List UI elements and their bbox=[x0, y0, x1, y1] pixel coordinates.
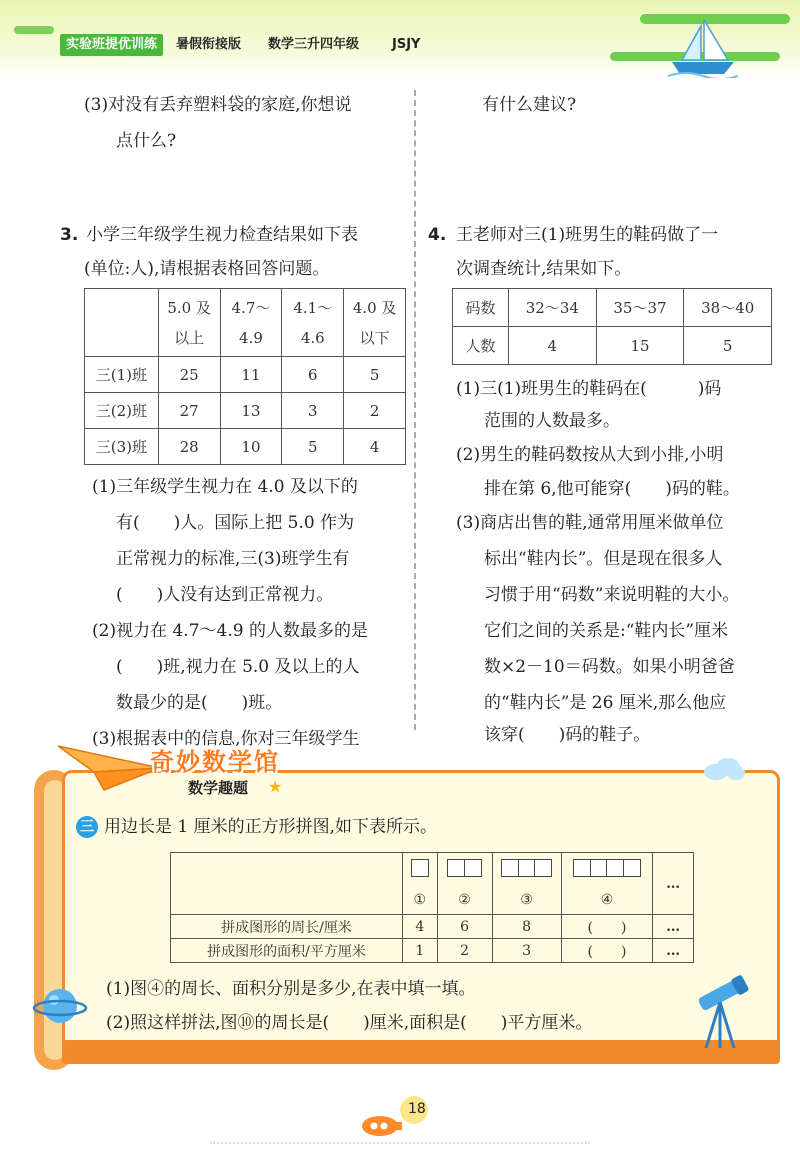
figure-3-shape bbox=[492, 853, 561, 887]
table-cell: 2 bbox=[437, 939, 492, 963]
table-cell: 3 bbox=[492, 939, 561, 963]
fun-sub-question-2: (2)照这样拼法,图⑩的周长是( )厘米,面积是( )平方厘米。 bbox=[106, 1013, 593, 1033]
question-3-number: 3. bbox=[60, 225, 79, 245]
question-3-sub1: (1)三年级学生视力在 4.0 及以下的 bbox=[92, 477, 358, 497]
table-cell: ( ) bbox=[561, 915, 653, 939]
table-header-cell: 人数 bbox=[453, 327, 509, 365]
table-row bbox=[85, 429, 406, 465]
question-4-text: 王老师对三(1)班男生的鞋码做了一 bbox=[456, 225, 719, 245]
table-cell: 25 bbox=[158, 357, 220, 393]
ellipsis-cell: … bbox=[653, 915, 694, 939]
question-4-sub2: (2)男生的鞋码数按从大到小排,小明 bbox=[456, 445, 724, 465]
table-header-cell: 35～37 bbox=[596, 289, 684, 327]
table-cell: 15 bbox=[596, 327, 684, 365]
fun-problem-intro: 用边长是 1 厘米的正方形拼图,如下表所示。 bbox=[104, 817, 438, 837]
publisher-label: JSJY bbox=[392, 37, 421, 52]
table-cell: 28 bbox=[158, 429, 220, 465]
question-4-text: 次调查统计,结果如下。 bbox=[456, 259, 632, 279]
table-header-cell: 码数 bbox=[453, 289, 509, 327]
paper-plane-icon bbox=[54, 738, 164, 798]
table-row bbox=[171, 853, 694, 887]
telescope-icon bbox=[690, 974, 754, 1054]
table-cell: 5 bbox=[282, 429, 344, 465]
page-number: 18 bbox=[408, 1101, 426, 1117]
fun-sub-question-1: (1)图④的周长、面积分别是多少,在表中填一填。 bbox=[106, 979, 476, 999]
table-corner-cell bbox=[171, 853, 403, 915]
table-cell: 13 bbox=[220, 393, 282, 429]
ellipsis-cell: … bbox=[653, 853, 694, 915]
figure-label: ① bbox=[402, 887, 437, 915]
table-cell: 8 bbox=[492, 915, 561, 939]
header-decoration-stripe bbox=[14, 26, 54, 34]
table-header-cell: 5.0 及 以上 bbox=[158, 289, 220, 357]
submarine-icon bbox=[360, 1110, 404, 1138]
question-4-sub3: 标出“鞋内长”。但是现在很多人 bbox=[484, 549, 723, 569]
table-cell: 5 bbox=[684, 327, 772, 365]
grade-label: 数学三升四年级 bbox=[268, 37, 360, 52]
table-header-cell: 4.0 及 以下 bbox=[344, 289, 406, 357]
figure-label: ④ bbox=[561, 887, 653, 915]
table-header-cell: 38～40 bbox=[684, 289, 772, 327]
question-4-sub2: 排在第 6,他可能穿( )码的鞋。 bbox=[484, 479, 740, 499]
vision-table bbox=[84, 288, 406, 465]
table-row bbox=[171, 939, 694, 963]
question-4-sub3: 它们之间的关系是:“鞋内长”厘米 bbox=[484, 621, 729, 641]
square-pattern-table bbox=[170, 852, 694, 963]
table-row bbox=[85, 289, 406, 357]
table-cell: 4 bbox=[509, 327, 597, 365]
question-4-sub3: 的“鞋内长”是 26 厘米,那么他应 bbox=[484, 693, 727, 713]
table-row bbox=[453, 289, 772, 327]
star-icon: ★ bbox=[268, 777, 283, 796]
question-4-sub3: 数×2－10＝码数。如果小明爸爸 bbox=[484, 657, 735, 677]
table-cell: 6 bbox=[437, 915, 492, 939]
table-header-cell: 4.7～ 4.9 bbox=[220, 289, 282, 357]
prev-question-line: 点什么? bbox=[116, 131, 177, 151]
table-cell: 5 bbox=[344, 357, 406, 393]
question-4-sub1: (1)三(1)班男生的鞋码在( )码 bbox=[456, 379, 722, 399]
question-4-sub1: 范围的人数最多。 bbox=[484, 411, 620, 431]
question-3-sub1: ( )人没有达到正常视力。 bbox=[116, 585, 334, 605]
table-cell: ( ) bbox=[561, 939, 653, 963]
fun-section-title: 奇妙数学馆 bbox=[150, 748, 280, 776]
planet-icon bbox=[32, 978, 88, 1034]
question-4-sub3: 习惯于用“码数”来说明鞋的大小。 bbox=[484, 585, 740, 605]
figure-label: ② bbox=[437, 887, 492, 915]
table-cell: 1 bbox=[402, 939, 437, 963]
table-cell: 4 bbox=[402, 915, 437, 939]
prev-question-line: (3)对没有丢弃塑料袋的家庭,你想说 bbox=[84, 95, 352, 115]
table-cell: 27 bbox=[158, 393, 220, 429]
question-3-sub2: (2)视力在 4.7～4.9 的人数最多的是 bbox=[92, 621, 368, 641]
footer-decoration bbox=[210, 1142, 590, 1144]
perimeter-row-label: 拼成图形的周长/厘米 bbox=[171, 915, 403, 939]
table-corner-cell bbox=[85, 289, 159, 357]
table-cell: 6 bbox=[282, 357, 344, 393]
figure-4-shape bbox=[561, 853, 653, 887]
question-4-sub3: 该穿( )码的鞋子。 bbox=[484, 725, 651, 745]
table-row bbox=[85, 393, 406, 429]
series-badge: 实验班提优训练 bbox=[60, 34, 163, 56]
table-row bbox=[171, 915, 694, 939]
class-name-cell: 三(3)班 bbox=[85, 429, 159, 465]
table-cell: 10 bbox=[220, 429, 282, 465]
problem-number-badge: 三 bbox=[76, 816, 98, 838]
table-cell: 11 bbox=[220, 357, 282, 393]
table-header-cell: 32～34 bbox=[509, 289, 597, 327]
figure-1-shape bbox=[402, 853, 437, 887]
question-3-sub2: 数最少的是( )班。 bbox=[116, 693, 283, 713]
column-divider bbox=[414, 90, 416, 730]
question-3-text: (单位:人),请根据表格回答问题。 bbox=[84, 259, 330, 279]
table-header-cell: 4.1～ 4.6 bbox=[282, 289, 344, 357]
question-3-sub3: (3)根据表中的信息,你对三年级学生 bbox=[92, 729, 360, 749]
table-row bbox=[453, 327, 772, 365]
figure-2-shape bbox=[437, 853, 492, 887]
question-3-sub1: 有( )人。国际上把 5.0 作为 bbox=[116, 513, 355, 533]
question-4-sub3: (3)商店出售的鞋,通常用厘米做单位 bbox=[456, 513, 724, 533]
class-name-cell: 三(2)班 bbox=[85, 393, 159, 429]
table-cell: 2 bbox=[344, 393, 406, 429]
cloud-icon bbox=[702, 756, 746, 782]
table-cell: 3 bbox=[282, 393, 344, 429]
question-4-number: 4. bbox=[428, 225, 447, 245]
edition-label: 暑假衔接版 bbox=[176, 37, 242, 52]
fun-section-subtitle: 数学趣题 bbox=[188, 779, 249, 797]
class-name-cell: 三(1)班 bbox=[85, 357, 159, 393]
sailboat-icon bbox=[668, 16, 738, 78]
ellipsis-cell: … bbox=[653, 939, 694, 963]
table-row bbox=[85, 357, 406, 393]
prev-question-line: 有什么建议? bbox=[482, 95, 577, 115]
question-3-text: 小学三年级学生视力检查结果如下表 bbox=[86, 225, 358, 245]
question-3-sub2: ( )班,视力在 5.0 及以上的人 bbox=[116, 657, 360, 677]
question-3-sub1: 正常视力的标准,三(3)班学生有 bbox=[116, 549, 350, 569]
table-cell: 4 bbox=[344, 429, 406, 465]
area-row-label: 拼成图形的面积/平方厘米 bbox=[171, 939, 403, 963]
figure-label: ③ bbox=[492, 887, 561, 915]
shoe-size-table bbox=[452, 288, 772, 365]
fun-panel-bottom-bar bbox=[62, 1040, 780, 1064]
